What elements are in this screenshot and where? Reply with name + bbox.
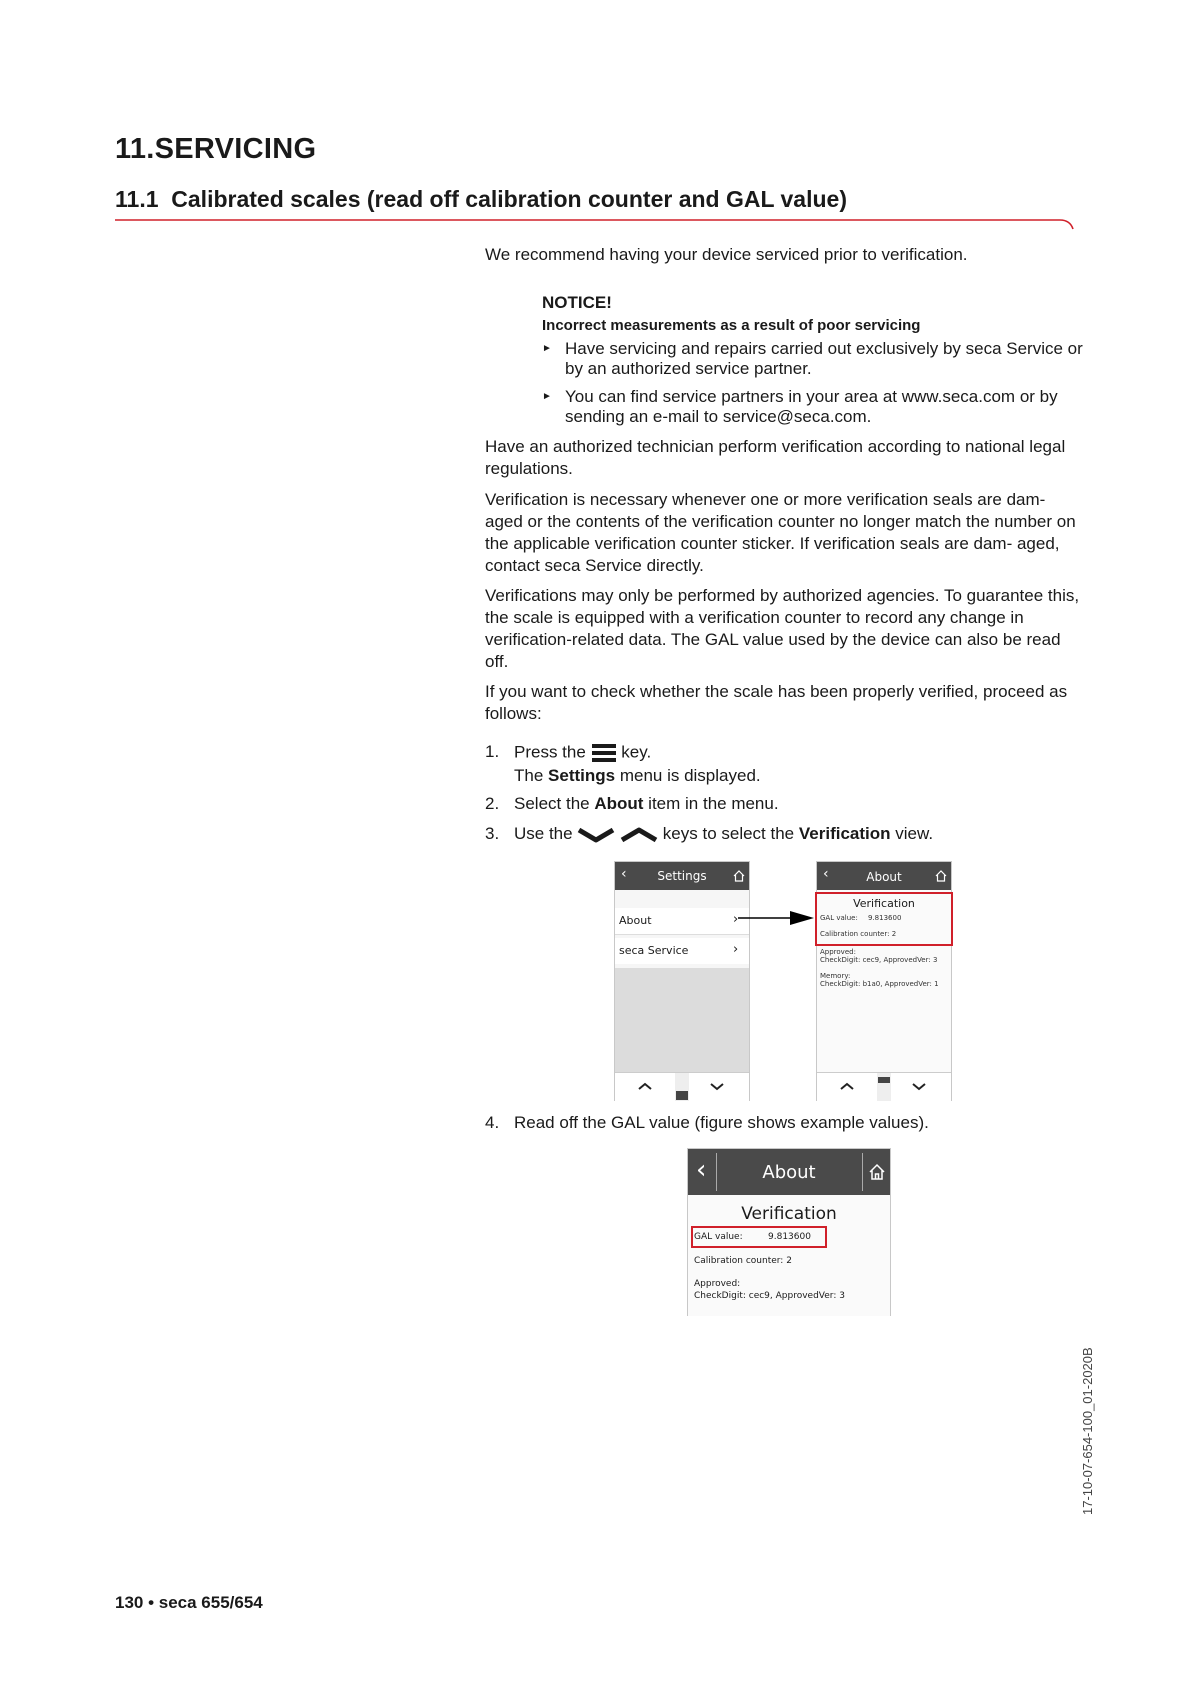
step-text-part: item in the menu. [648,794,779,813]
highlight-box [691,1226,827,1248]
highlight-box [815,892,953,946]
step-text-part: key. [621,742,652,762]
chevron-down-icon[interactable] [911,1081,927,1091]
step-text-bold: About [594,794,644,813]
approved-label: Approved: [820,948,856,956]
approved-value: CheckDigit: cec9, ApprovedVer: 3 [820,956,938,964]
step-text: Read off the GAL value (figure shows example values). [514,1113,929,1132]
notice-title: NOTICE! [542,293,612,312]
menu-item-label: About [619,914,652,927]
gal-value: 9.813600 [868,914,902,922]
bullet-text: Have servicing and repairs carried out exclusively by seca Service or by an authorized service partner. [565,339,1083,378]
screen-title: Settings [657,869,707,883]
chapter-heading [115,133,316,166]
page-footer: 130 • seca 655/654 [115,1593,263,1612]
paragraph: If you want to check whether the scale has been properly verified, proceed as follows: [485,682,1068,723]
memory-label: Memory: [820,972,851,980]
screen-title: About [866,870,902,884]
settings-screen [614,861,750,1101]
back-icon[interactable]: ‹ [823,866,829,882]
menu-key-icon [591,742,617,764]
step-text-part: Select the [514,794,590,813]
section-heading [115,186,847,213]
section-title: Calibrated scales (read off calibration counter and GAL value) [171,186,847,212]
gal-value: 9.813600 [768,1232,811,1242]
screen-header [688,1149,890,1195]
scrollbar[interactable] [675,1073,689,1101]
back-icon[interactable]: ‹ [621,866,627,882]
section-rule [115,219,1075,237]
scrollbar-thumb[interactable] [878,1077,890,1083]
verification-heading: Verification [853,897,915,910]
section-number: 11.1 [115,186,159,212]
calibration-counter: Calibration counter: 2 [694,1256,792,1266]
step-text-part: The [514,766,544,785]
step-text [514,742,651,764]
screen-header [817,862,951,890]
step-result [514,766,761,786]
step-text-part: view. [895,824,934,843]
menu-item-about[interactable] [615,908,749,935]
document-code: 17-10-07-654-100_01-2020B [1080,1347,1095,1515]
step-number: 4. [485,1113,500,1132]
bullet-arrow-icon: ► [542,343,552,354]
chapter-title: SERVICING [154,133,317,165]
arrow-connector [738,911,814,925]
menu-item-seca-service[interactable] [615,938,749,964]
chevron-down-key-icon [577,826,615,844]
screen-header [615,862,749,890]
calibration-counter: Calibration counter: 2 [820,930,897,938]
home-icon[interactable] [733,870,745,882]
step-text [514,824,933,844]
screen-title: About [762,1162,816,1183]
step-text-bold: Verification [798,824,891,843]
chevron-up-icon[interactable] [839,1081,855,1091]
step-1 [485,742,1085,792]
gal-label: GAL value: [820,914,858,922]
step-text-part: menu is displayed. [619,766,761,785]
empty-list-area [615,968,749,1072]
approved-value: CheckDigit: cec9, ApprovedVer: 3 [694,1291,845,1301]
menu-item-label: seca Service [619,944,689,957]
home-icon[interactable] [935,870,947,882]
divider [862,1153,863,1191]
bullet-arrow-icon: ► [542,391,552,402]
step-text-part: keys to select the [662,824,795,843]
paragraph: Verification is necessary whenever one or more verification seals are dam- aged or the contents of the verification counter no longer match the number on the applicable verification counter sticker. If verification seals are dam- aged, contact seca Service directly. [485,490,1076,575]
gal-label: GAL value: [694,1232,743,1242]
step-text-part: Press the [514,742,586,762]
step-4 [485,1113,1085,1137]
step-number: 3. [485,824,500,843]
chevron-up-icon[interactable] [637,1081,653,1091]
screen-footer [615,1072,749,1101]
step-3 [485,824,1085,848]
chevron-down-icon[interactable] [709,1081,725,1091]
home-icon[interactable] [868,1163,886,1181]
screen-footer [817,1072,951,1101]
approved-label: Approved: [694,1279,741,1289]
scrollbar[interactable] [877,1073,891,1101]
memory-value: CheckDigit: b1a0, ApprovedVer: 1 [820,980,939,988]
step-number: 1. [485,742,500,761]
chevron-up-key-icon [620,826,658,844]
paragraph: Have an authorized technician perform verification according to national legal regulations. [485,437,1066,478]
step-text [514,794,779,814]
step-text-part: Use the [514,824,573,843]
step-text-bold: Settings [548,766,616,785]
back-icon[interactable]: ‹ [696,1155,707,1185]
divider [716,1153,717,1191]
scrollbar-thumb[interactable] [676,1091,688,1100]
notice-subtitle: Incorrect measurements as a result of poor servicing [542,317,921,334]
verification-heading: Verification [741,1204,837,1224]
paragraph: Verifications may only be performed by authorized agencies. To guarantee this, the scale is equipped with a verification counter to record any change in verification-related data. The GAL value used by the device can also be read off. [485,586,1080,671]
chapter-number: 11. [115,133,155,165]
step-number: 2. [485,794,500,813]
bullet-text: You can find service partners in your area at www.seca.com or by sending an e-mail to service@seca.com. [565,387,1058,426]
intro-text: We recommend having your device serviced prior to verification. [485,245,968,264]
chevron-right-icon: › [733,942,739,957]
chevron-right-icon: › [733,912,739,927]
step-2 [485,794,1085,818]
